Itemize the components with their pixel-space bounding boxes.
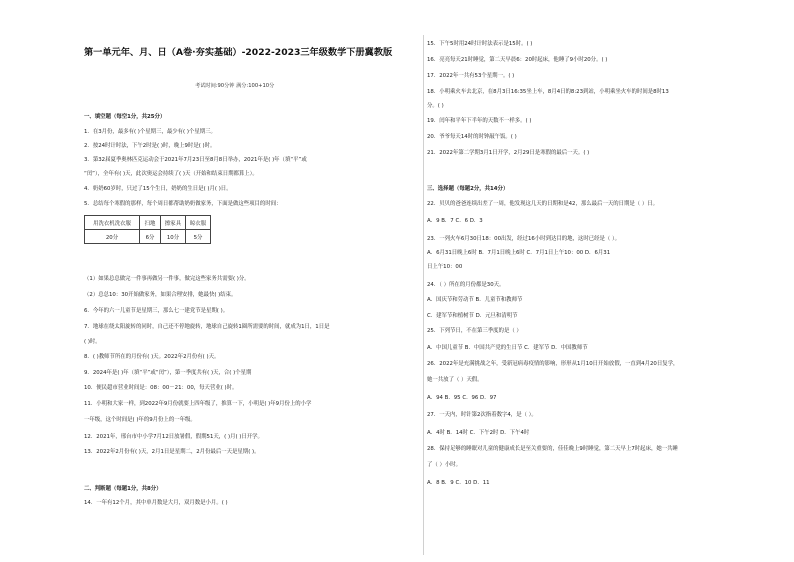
question-line: 25．下列节日，不在第三季度的是（ ） [427, 328, 522, 334]
question-line: （1）如果总总做完一件事再做另一件事，做完这些家务共需要( )分。 [84, 276, 250, 282]
section-heading-choice: 三、选择题（每题2分，共14分） [427, 186, 509, 192]
table-header-cell: 扫地 [140, 216, 161, 230]
section-heading-fill: 一、填空题（每空1分，共25分） [84, 114, 166, 120]
question-line: 27．一天内，时针第2次指着数字4，是（ ）。 [427, 412, 537, 418]
question-line: 3．第32届夏季奥林匹克运动会于2021年7月23日至8月8日举办，2021年是( )年（填“平”或 [84, 157, 307, 163]
question-line: 22．贝贝的爸爸连续出差了一周，他发现这几天的日期和是42，那么最后一天的日期是（ ）日。 [427, 201, 659, 207]
question-line: A．4时 B．14时 C．下午2时 D．下午4时 [427, 430, 530, 436]
question-line: C．建军节和植树节 D．元旦和清明节 [427, 313, 518, 319]
question-line: A．9 B．7 C．6 D．3 [427, 218, 483, 224]
table-cell: 5分 [186, 230, 211, 244]
question-line: 2．按24时计时法，下午2时是( )时，晚上9时是( )时。 [84, 143, 216, 149]
question-line: 13．2022年2月份有( )天，2月1日是星期二，2月份最后一天是星期( )。 [84, 449, 260, 455]
question-line: 了（ ）小时。 [427, 462, 462, 468]
question-line: 28．保持足够的睡眠对儿童的健康成长是至关重要的，佳佳晚上9时睡觉，第二天早上7时起床，她一共睡 [427, 446, 678, 452]
section-heading-judge: 二、判断题（每题1分，共8分） [84, 486, 162, 492]
question-line: A．94 B．95 C．96 D．97 [427, 395, 497, 401]
question-line: 12．2021年，邢台市中小学7月12日放暑假，假期51天，( )月( )日开学。 [84, 434, 263, 440]
exam-meta: 考试时间:90分钟 满分:100+10分 [195, 83, 275, 89]
question-line: 6．今年的六一儿童节是星期三，那么七一建党节是星期( )。 [84, 308, 229, 314]
question-line: A．国庆节和劳动节 B．儿童节和教师节 [427, 297, 523, 303]
paper-title: 第一单元年、月、日（A卷·夯实基础）-2022-2023三年级数学下册冀教版 [84, 47, 393, 58]
judge-question: 14．一年有12个月，其中单月数是大月，双月数是小月。( ) [84, 500, 228, 506]
question-line: “闰”），全年有( )天，此次奥运会持续了( )天（开始和结束日期都算上）。 [84, 171, 258, 177]
chore-time-table [84, 215, 211, 244]
question-line: 5．总结每个寒假的那样，每个周日都帮助奶奶做家务，下面是做这些项目的时间： [84, 201, 282, 207]
question-line: 4．奶奶60岁时，只过了15个生日，奶奶的生日是( )月( )日。 [84, 186, 232, 192]
question-line: 18．小明乘火车去北京，在8月3日16:35坐上车，8月4日的8:23到站，小明乘坐火车的时间是8时13 [427, 89, 669, 95]
question-line: 26．2022年是充满挑战之年，受新冠病毒疫情的影响，形形从1月10日开始放假，一直到4月20日复学， [427, 361, 679, 367]
question-line: A．中国儿童节 B．中国共产党的生日节 C．建军节 D．中国教师节 [427, 345, 588, 351]
question-line: 7．地球在绕太阳旋转的同时，自己还不停地旋转，地球自己旋转1圈所需要的时间，就成为1日，1日是 [84, 324, 330, 330]
table-cell: 6分 [140, 230, 161, 244]
question-line: 17．2022年一共有53个星期一。( ) [427, 73, 515, 79]
question-line: 24．（ ）所在的月份都是30天。 [427, 282, 505, 288]
table-header-cell: 用洗衣机洗衣服 [85, 216, 140, 230]
question-line: 她一共放了（ ）天假。 [427, 377, 483, 383]
question-line: 11．小明和大家一样，到2022年9月份就要上四年级了，推算一下，小明是( )年9月份上的小学 [84, 401, 312, 407]
question-line: 一年级，这个时间是( )年的9月份上的一年级。 [84, 417, 196, 423]
question-line: 1．在3月份，最多有( )个星期三，最少有( )个星期三。 [84, 129, 216, 135]
question-line: 10．便民超市营业时间是：08：00－21：00，每天营业( )时。 [84, 385, 238, 391]
column-divider [423, 35, 424, 555]
question-line: （2）总总10：30开始做家务，如果合理安排，她最快( )结束。 [84, 292, 237, 298]
table-header-cell: 擦家具 [161, 216, 186, 230]
question-line: 15．下午5时用24时计时法表示是15时。( ) [427, 41, 533, 47]
question-line: 8．( )教师节所在的月份有( )天。2022年2月份有( )天。 [84, 354, 220, 360]
question-line: 9．2024年是( )年（填“平”或“闰”），第一季度共有( )天，合( )个星期 [84, 370, 252, 376]
question-line: 日上午10：00 [427, 264, 463, 270]
table-header-cell: 晾衣服 [186, 216, 211, 230]
question-line: 19．闰年和平年下半年的天数不一样多。( ) [427, 118, 532, 124]
question-line: 分。( ) [427, 103, 444, 109]
question-line: 23．一列火车6月30日18：00出发，经过16小时到达目的地，这时已经是（ ）。 [427, 236, 621, 242]
question-line: ( )时。 [84, 339, 101, 345]
question-line: 21．2022年第二学期3月1日开学，2月29日是寒假的最后一天。( ) [427, 150, 590, 156]
question-line: 16．亮亮每天21时睡觉，第二天早晨6：20时起床，他睡了9小时20分。( ) [427, 57, 608, 63]
table-row [85, 230, 211, 244]
table-cell: 20分 [85, 230, 140, 244]
question-line: A．6月31日晚上6时 B．7月1日晚上6时 C．7月1日上午10：00 D．6月31 [427, 250, 611, 256]
table-row [85, 216, 211, 230]
table-cell: 10分 [161, 230, 186, 244]
question-line: 20．爷爷每天14时的时钟敲午饭。( ) [427, 134, 517, 140]
question-line: A．8 B．9 C．10 D．11 [427, 480, 490, 486]
